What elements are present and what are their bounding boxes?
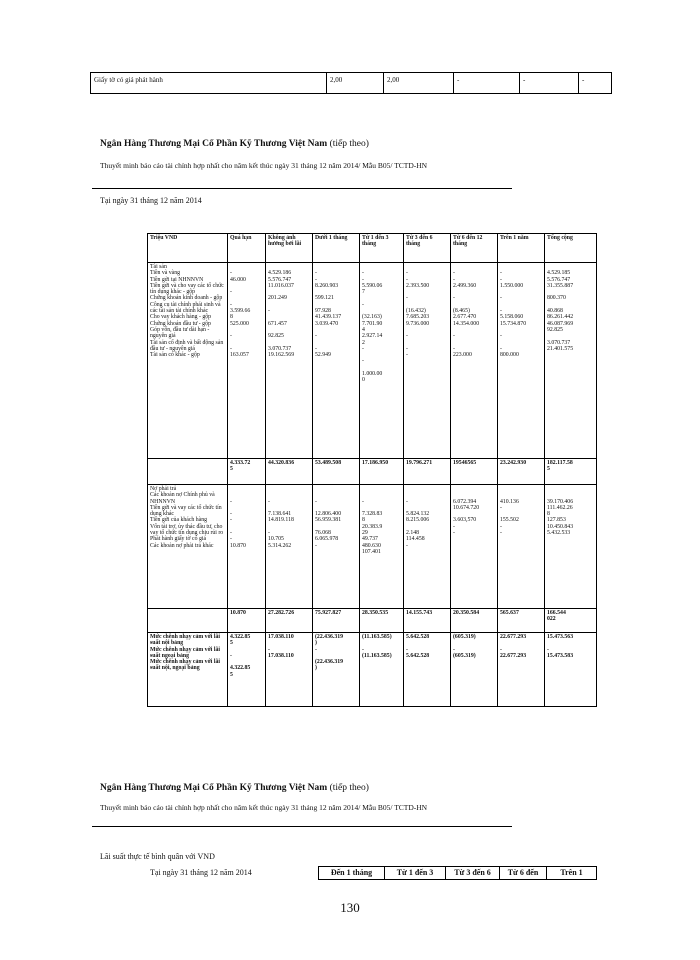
- table-cell: 4.333.72 5: [228, 459, 266, 485]
- header-cell: Dưới 1 tháng: [313, 234, 360, 263]
- assets-labels: Tài sản Tiền và vàng Tiền gửi tại NHNNVN Tiền gửi và cho vay các tổ chức tín dụng khác - gộp Chứng khoán kinh doanh - gộp Công cụ tài chính phái sinh và các tài sản tài chính khác Cho vay khách hàng - gộp Chứng khoán đầu tư - gộp Góp vốn, đầu tư dài hạn - nguyên giá Tài sản cố định và bất động sản đầu tư - nguyên giá Tài sản có khác - gộp: [148, 263, 228, 459]
- table-cell: - - 1.550.000 - - 5.158.060 15.734.870 - - 800.000: [498, 263, 545, 459]
- rate-date: Tại ngày 31 tháng 12 năm 2014: [150, 868, 252, 877]
- table-cell: - 7.138.641 14.819.118 - 10.705 5.314.262: [266, 485, 313, 609]
- page-number: 130: [340, 900, 360, 915]
- carryover-cell: 2,00: [327, 73, 384, 93]
- table-cell: - - 8.260.903 599.121 97.928 41.439.137 3.039.470 - - 52.949: [313, 263, 360, 459]
- rate-header-cell: Trên 1: [547, 866, 597, 880]
- table-cell: 166.544 022: [545, 609, 597, 633]
- table-cell: 75.927.827: [313, 609, 360, 633]
- carryover-cell: -: [454, 73, 520, 93]
- table-cell: - - 2.393.500 - (16.432) 7.685.203 9.736.000 - - -: [404, 263, 451, 459]
- gap-labels: Mức chênh nhạy cảm với lãi suất nội bảng Mức chênh nhạy cảm với lãi suất ngoại bảng Mức chênh nhạy cảm với lãi suất nội, ngoại bảng: [148, 633, 228, 707]
- table-cell: 19546565: [451, 459, 498, 485]
- table-cell: - 46.000 - - 3.599.66 8 525.000 - - 163.057: [228, 263, 266, 459]
- header-cell: Từ 3 đến 6 tháng: [404, 234, 451, 263]
- header-cell: Không ảnh hưởng bởi lãi: [266, 234, 313, 263]
- interest-gap-table: [147, 233, 597, 707]
- continued-note: (tiếp theo): [329, 139, 369, 149]
- table-cell: 6.072.394 10.674.720 3.603,570 - -: [451, 485, 498, 609]
- table-cell: - 12.806.400 56.959.381 76.068 6.065.978 -: [313, 485, 360, 609]
- rate-header-cell: Từ 3 đến 6: [446, 866, 500, 880]
- carryover-cell: -: [582, 76, 585, 84]
- liabilities-labels: Nợ phải trả Các khoản nợ Chính phủ và NHNNVN Tiền gửi và vay các tổ chức tín dụng khác Tiền gửi của khách hàng Vốn tài trợ, ủy thác đầu tư, cho vay tổ chức tín dụng chịu rủi ro Phát hành giấy tờ có giá Các khoản nợ phải trả khác: [148, 485, 228, 609]
- header-cell: Từ 6 đến 12 tháng: [451, 234, 498, 263]
- rate-header-cell: Từ 1 đến 3: [385, 866, 446, 880]
- gap-block-row: [148, 633, 597, 707]
- table-cell: - - 5.590.06 7 - (32.163) 7.701.90 4 2.927.14 2 - - 1.000.00 0: [360, 263, 404, 459]
- table-cell: 5.642.528 - 5.642.528: [404, 633, 451, 707]
- table-cell: - - 2.499.360 - (8.465) 2.677.470 14.354.000 - - 223.000: [451, 263, 498, 459]
- table-cell: 17.186.950: [360, 459, 404, 485]
- table-header-row: [148, 234, 597, 263]
- table-cell: 14.155.743: [404, 609, 451, 633]
- table-cell: 15.473.563 - 15.473.583: [545, 633, 597, 707]
- table-cell: (11.163.585) - (11.163.585): [360, 633, 404, 707]
- carryover-row: [90, 72, 612, 94]
- rate-header-cell: Đến 1 tháng: [318, 866, 385, 880]
- bank-title: [100, 139, 369, 149]
- rate-title: Lãi suất thực tế bình quân với VND: [100, 852, 215, 861]
- table-cell: - 5.824.132 8.215.006 2.148 114.458 -: [404, 485, 451, 609]
- rate-header-cell: Từ 6 đến: [500, 866, 547, 880]
- table-cell: 565.637: [498, 609, 545, 633]
- table-cell: 28.350.535: [360, 609, 404, 633]
- table-cell: 17.038.110 - 17.038.110: [266, 633, 313, 707]
- table-cell: 23.242.930: [498, 459, 545, 485]
- table-cell: 4.529.185 5.576.747 31.355.887 800.370 40.868 86.261.442 46.087.969 92.825 3.070.737 21.401.575: [545, 263, 597, 459]
- table-cell: 22.677.293 - 22.677.293: [498, 633, 545, 707]
- notes-line: Thuyết minh báo cáo tài chính hợp nhất cho năm kết thúc ngày 31 tháng 12 năm 2014/ Mẫu B05/ TCTD-HN: [100, 803, 428, 812]
- table-cell: 10.870: [228, 609, 266, 633]
- table-cell: - 7.328.83 8 20.383.9 29 49.737 480.630 107.401: [360, 485, 404, 609]
- table-cell: 53.489.508: [313, 459, 360, 485]
- table-cell: 182.117.58 5: [545, 459, 597, 485]
- table-cell: - - - - - 10.870: [228, 485, 266, 609]
- carryover-cell: -: [520, 73, 579, 93]
- bank-title-2: [100, 783, 369, 793]
- table-cell: 4.322.85 5 - 4.322.85 5: [228, 633, 266, 707]
- header-cell: Quá hạn: [228, 234, 266, 263]
- bank-name: Ngân Hàng Thương Mại Cổ Phần Kỹ Thương Việt Nam: [100, 783, 328, 793]
- table-cell: [148, 609, 228, 633]
- table-cell: 20.350.584: [451, 609, 498, 633]
- table-cell: 4.529.186 5.576.747 11.016.037 201.249 - 671.457 92.825 3.070.737 19.162.569: [266, 263, 313, 459]
- header-cell: Tổng cộng: [545, 234, 597, 263]
- table-cell: 27.282.726: [266, 609, 313, 633]
- carryover-cell: 2,00: [384, 73, 454, 93]
- table-cell: 39.170.406 111.462.26 8 127.853 10.450.843 5.432.533: [545, 485, 597, 609]
- bank-name: Ngân Hàng Thương Mại Cổ Phần Kỹ Thương Việt Nam: [100, 139, 328, 149]
- table-cell: 44.320.836: [266, 459, 313, 485]
- date-label: Tại ngày 31 tháng 12 năm 2014: [100, 196, 202, 205]
- table-cell: 19.796.271: [404, 459, 451, 485]
- liabilities-total-row: [148, 609, 597, 633]
- assets-total-row: [148, 459, 597, 485]
- liabilities-block-row: [148, 485, 597, 609]
- divider: [92, 188, 512, 189]
- carryover-label: Giấy tờ có giá phát hành: [91, 73, 327, 93]
- header-cell: Triệu VND: [148, 234, 228, 263]
- continued-note: (tiếp theo): [329, 783, 369, 793]
- assets-block-row: [148, 263, 597, 459]
- table-cell: 410.136 - 155.502 - -: [498, 485, 545, 609]
- header-cell: Trên 1 năm: [498, 234, 545, 263]
- table-cell: (22.436.319 ) - (22.436.319 ): [313, 633, 360, 707]
- divider: [92, 826, 512, 827]
- table-cell: [148, 459, 228, 485]
- header-cell: Từ 1 đến 3 tháng: [360, 234, 404, 263]
- table-cell: (605.319) - (605.319): [451, 633, 498, 707]
- notes-line: Thuyết minh báo cáo tài chính hợp nhất cho năm kết thúc ngày 31 tháng 12 năm 2014/ Mẫu B05/ TCTD-HN: [100, 161, 428, 170]
- rate-header-row: [150, 866, 597, 880]
